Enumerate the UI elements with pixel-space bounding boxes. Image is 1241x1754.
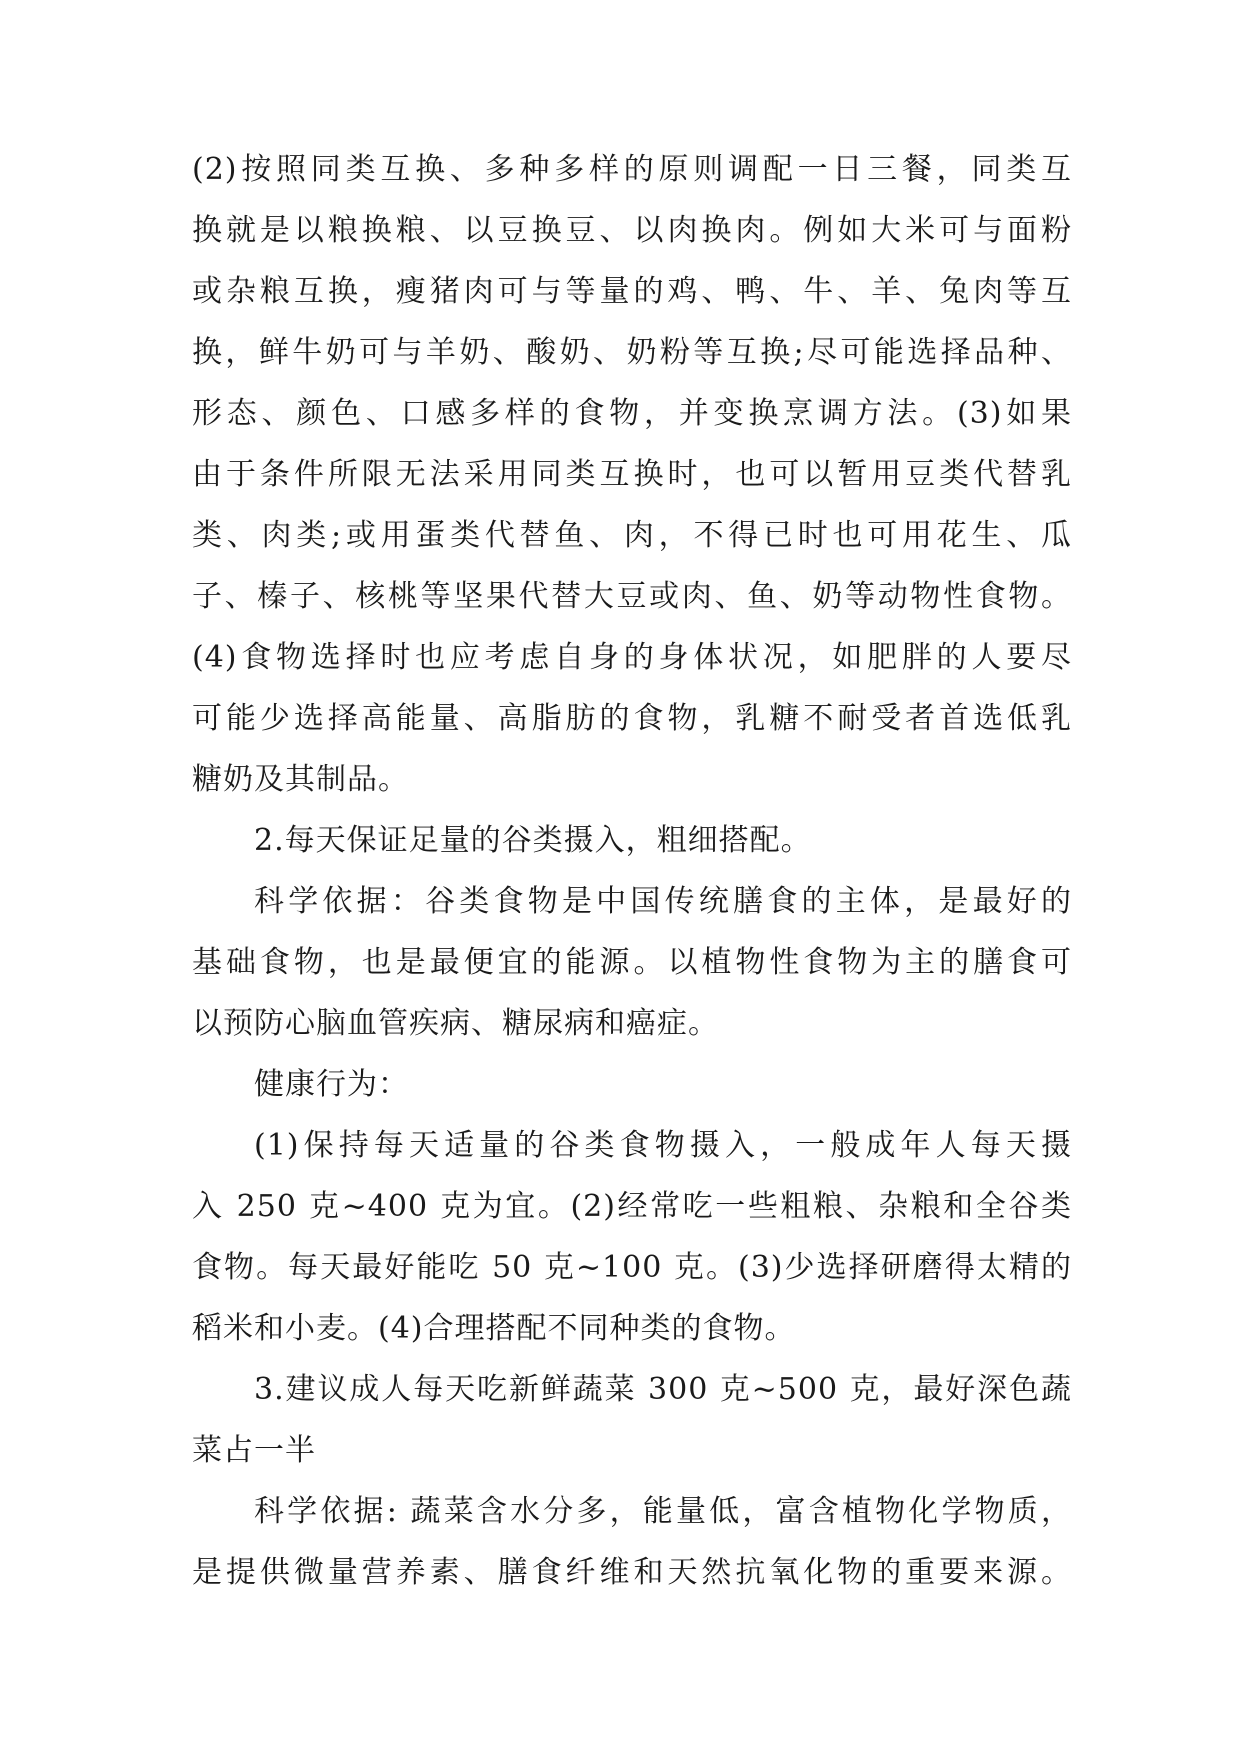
text-line: (1)保持每天适量的谷类食物摄入，一般成年人每天摄 bbox=[254, 1128, 1072, 1163]
text-line: 菜占一半 bbox=[192, 1433, 316, 1468]
text-line: 稻米和小麦。(4)合理搭配不同种类的食物。 bbox=[192, 1311, 796, 1346]
text-line: 以预防心脑血管疾病、糖尿病和癌症。 bbox=[192, 1006, 719, 1041]
text-line: 科学依据: 蔬菜含水分多，能量低，富含植物化学物质， bbox=[254, 1494, 1072, 1529]
text-line: 子、榛子、核桃等坚果代替大豆或肉、鱼、奶等动物性食物。 bbox=[192, 579, 1072, 614]
text-line: 形态、颜色、口感多样的食物，并变换烹调方法。(3)如果 bbox=[192, 396, 1072, 431]
text-line: 食物。每天最好能吃 50 克~100 克。(3)少选择研磨得太精的 bbox=[192, 1250, 1072, 1285]
text-line: 科学依据：谷类食物是中国传统膳食的主体，是最好的 bbox=[254, 884, 1072, 919]
text-line: (2)按照同类互换、多种多样的原则调配一日三餐，同类互 bbox=[192, 152, 1072, 187]
section-heading: 2.每天保证足量的谷类摄入，粗细搭配。 bbox=[254, 823, 812, 858]
text-line: 由于条件所限无法采用同类互换时，也可以暂用豆类代替乳 bbox=[192, 457, 1072, 492]
text-line: 是提供微量营养素、膳食纤维和天然抗氧化物的重要来源。 bbox=[192, 1555, 1072, 1590]
text-line: 或杂粮互换，瘦猪肉可与等量的鸡、鸭、牛、羊、兔肉等互 bbox=[192, 274, 1072, 309]
text-line: (4)食物选择时也应考虑自身的身体状况，如肥胖的人要尽 bbox=[192, 640, 1072, 675]
text-line: 入 250 克~400 克为宜。(2)经常吃一些粗粮、杂粮和全谷类 bbox=[192, 1189, 1072, 1224]
text-line: 基础食物，也是最便宜的能源。以植物性食物为主的膳食可 bbox=[192, 945, 1072, 980]
subsection-heading: 健康行为： bbox=[254, 1067, 409, 1102]
text-line: 类、肉类;或用蛋类代替鱼、肉，不得已时也可用花生、瓜 bbox=[192, 518, 1072, 553]
section-heading: 3.建议成人每天吃新鲜蔬菜 300 克~500 克，最好深色蔬 bbox=[254, 1372, 1072, 1407]
text-line: 换，鲜牛奶可与羊奶、酸奶、奶粉等互换;尽可能选择品种、 bbox=[192, 335, 1072, 370]
text-line: 可能少选择高能量、高脂肪的食物，乳糖不耐受者首选低乳 bbox=[192, 701, 1072, 736]
text-line: 糖奶及其制品。 bbox=[192, 762, 409, 797]
text-line: 换就是以粮换粮、以豆换豆、以肉换肉。例如大米可与面粉 bbox=[192, 213, 1072, 248]
